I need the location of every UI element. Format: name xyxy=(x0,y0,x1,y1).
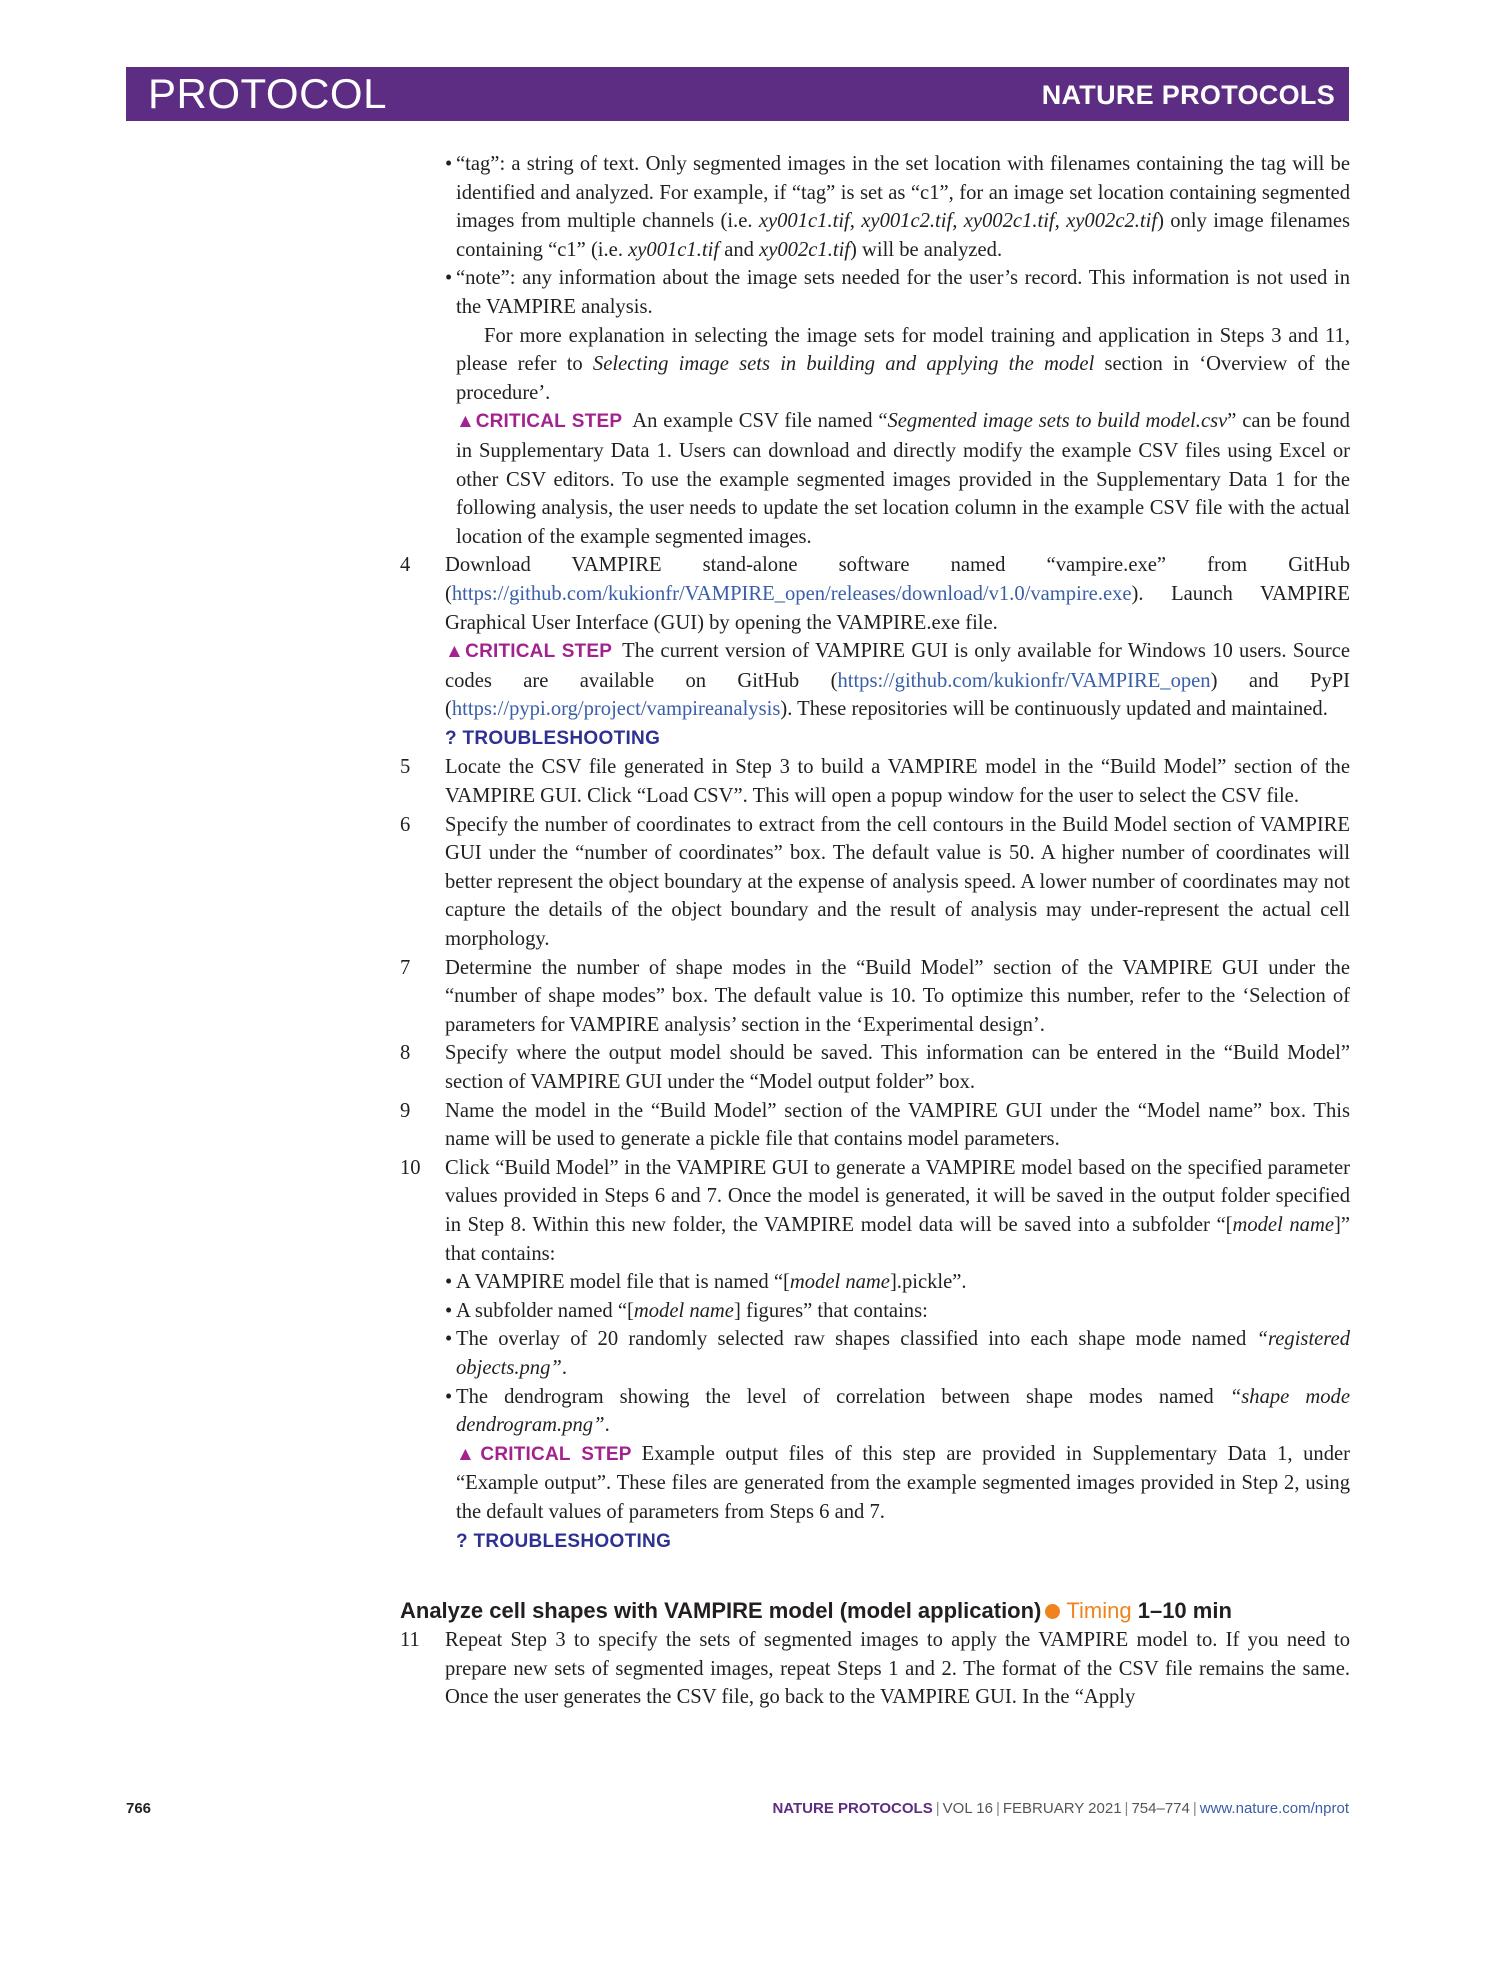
step-number: 4 xyxy=(400,554,411,577)
step-5: 5 Locate the CSV file generated in Step 3 to build a VAMPIRE model in the “Build Model” section of the VAMPIRE GUI. Click “Load CSV”. This will open a popup window for the user to select the CSV file. xyxy=(400,753,1350,810)
critical-step-1: ▲CRITICAL STEP An example CSV file named “Segmented image sets to build model.csv” can be found in Supplementary Data 1. Users can download and directly modify the example CSV files using Excel or other CSV editors. To use the example segmented images provided in the Supplementary Data 1 for the following analysis, the user needs to update the set location column in the example CSV file with the actual location of the example segmented images. xyxy=(456,410,1350,548)
step-number: 11 xyxy=(400,1629,420,1652)
header-banner xyxy=(126,67,1349,121)
bullet-registered-objects: • The overlay of 20 randomly selected raw shapes classified into each shape mode named “registered objects.png”. xyxy=(400,1325,1350,1382)
step-number: 7 xyxy=(400,956,411,979)
bullet-dot: • xyxy=(445,1328,453,1351)
critical-step-label: ▲CRITICAL STEP xyxy=(456,1443,632,1465)
critical-step-2: ▲CRITICAL STEP The current version of VAMPIRE GUI is only available for Windows 10 users. Source codes are available on GitHub (https://github.com/kukionfr/VAMPIRE_open) and PyPI (https://pypi.org/project/vampireanalysis). These repositories will be continuously updated and maintained. xyxy=(445,640,1351,721)
journal-name: NATURE PROTOCOLS xyxy=(1041,80,1335,110)
main-content xyxy=(400,150,1350,1712)
bullet-note: • “note”: any information about the image sets needed for the user’s record. This information is not used in the VAMPIRE analysis. xyxy=(400,264,1350,321)
troubleshooting-1 xyxy=(400,724,1350,754)
step-number: 5 xyxy=(400,756,411,779)
bullet-dot: • xyxy=(445,267,453,290)
bullet-dot: • xyxy=(445,153,453,175)
journal-citation: NATURE PROTOCOLS | VOL 16 | FEBRUARY 2021 | 754–774 | www.nature.com/nprot xyxy=(772,1800,1349,1817)
troubleshooting-label: ? TROUBLESHOOTING xyxy=(445,727,661,749)
bullet-dot: • xyxy=(445,1385,453,1408)
step-10: 10 Click “Build Model” in the VAMPIRE GUI to generate a VAMPIRE model based on the specified parameter values provided in Steps 6 and 7. Once the model is generated, it will be saved in the output folder specified in Step 8. Within this new folder, the VAMPIRE model data will be saved into a subfolder “[model name]” that contains: xyxy=(400,1154,1350,1268)
troubleshooting-label: ? TROUBLESHOOTING xyxy=(456,1530,672,1552)
step-6: 6 Specify the number of coordinates to extract from the cell contours in the Build Model section of VAMPIRE GUI under the “number of coordinates” box. The default value is 50. A higher number of coordinates will better represent the object boundary at the expense of analysis speed. A lower number of coordinates may not capture the details of the object boundary and the result of analysis may under-represent the actual cell morphology. xyxy=(400,811,1350,954)
step-9: 9 Name the model in the “Build Model” section of the VAMPIRE GUI under the “Model name” box. This name will be used to generate a pickle file that contains model parameters. xyxy=(400,1097,1350,1154)
step-number: 10 xyxy=(400,1156,421,1179)
critical-step-label: ▲CRITICAL STEP xyxy=(456,411,623,433)
timing-icon xyxy=(1045,1604,1060,1619)
bullet-dot: • xyxy=(445,1299,453,1322)
critical-step-label: ▲CRITICAL STEP xyxy=(445,641,613,663)
bullet-dendrogram: • The dendrogram showing the level of correlation between shape modes named “shape mode dendrogram.png”. xyxy=(400,1383,1350,1440)
bullet-tag: • “tag”: a string of text. Only segmented images in the set location with filenames containing the tag will be identified and analyzed. For example, if “tag” is set as “c1”, for an image set location containing segmented images from multiple channels (i.e. xy001c1.tif, xy001c2.tif, xy002c1.tif, xy002c2.tif) only image filenames containing “c1” (i.e. xy001c1.tif and xy002c1.tif) will be analyzed. xyxy=(400,150,1350,264)
step-8: 8 Specify where the output model should be saved. This information can be entered in the “Build Model” section of VAMPIRE GUI under the “Model output folder” box. xyxy=(400,1039,1350,1096)
page-number: 766 xyxy=(126,1800,152,1817)
bullet-figures-subfolder: • A subfolder named “[model name] figures” that contains: xyxy=(400,1297,1350,1326)
critical-step-3: ▲CRITICAL STEP Example output files of this step are provided in Supplementary Data 1, under “Example output”. These files are generated from the example segmented images provided in Step 2, using the default values of parameters from Steps 6 and 7. xyxy=(456,1442,1350,1523)
step-11: 11 Repeat Step 3 to specify the sets of segmented images to apply the VAMPIRE model to. If you need to prepare new sets of segmented images, repeat Steps 1 and 2. The format of the CSV file remains the same. Once the user generates the CSV file, go back to the VAMPIRE GUI. In the “Apply xyxy=(400,1626,1350,1712)
journal-url-link[interactable]: www.nature.com/nprot xyxy=(1199,1800,1349,1817)
step-7: 7 Determine the number of shape modes in the “Build Model” section of the VAMPIRE GUI under the “number of shape modes” box. The default value is 10. To optimize this number, refer to the ‘Selection of parameters for VAMPIRE analysis’ section in the ‘Experimental design’. xyxy=(400,954,1350,1040)
timing-label: Timing xyxy=(1066,1598,1132,1624)
step-number: 6 xyxy=(400,813,411,836)
bullet-model-file: • A VAMPIRE model file that is named “[model name].pickle”. xyxy=(400,1268,1350,1297)
paragraph-more-explanation: For more explanation in selecting the image sets for model training and application in Steps 3 and 11, please refer to Selecting image sets in building and applying the model section in ‘Overview of the procedure’. xyxy=(456,324,1350,404)
pypi-link[interactable]: https://pypi.org/project/vampireanalysis xyxy=(451,698,781,721)
timing-value: 1–10 min xyxy=(1137,1598,1232,1624)
step-number: 9 xyxy=(400,1099,411,1122)
bullet-dot: • xyxy=(445,1271,453,1294)
step-number: 8 xyxy=(400,1042,411,1065)
vampire-exe-link[interactable]: https://github.com/kukionfr/VAMPIRE_open/releases/download/v1.0/vampire.exe xyxy=(451,582,1132,605)
step-4: 4 Download VAMPIRE stand-alone software named “vampire.exe” from GitHub (https://github.com/kukionfr/VAMPIRE_open/releases/download/v1.0/vampire.exe). Launch VAMPIRE Graphical User Interface (GUI) by opening the VAMPIRE.exe file. xyxy=(400,551,1350,637)
troubleshooting-2 xyxy=(400,1527,1350,1557)
github-link[interactable]: https://github.com/kukionfr/VAMPIRE_open xyxy=(837,669,1211,692)
section-heading: Analyze cell shapes with VAMPIRE model (model application) Timing 1–10 min xyxy=(400,1598,1232,1624)
article-type-label: PROTOCOL xyxy=(148,70,387,117)
